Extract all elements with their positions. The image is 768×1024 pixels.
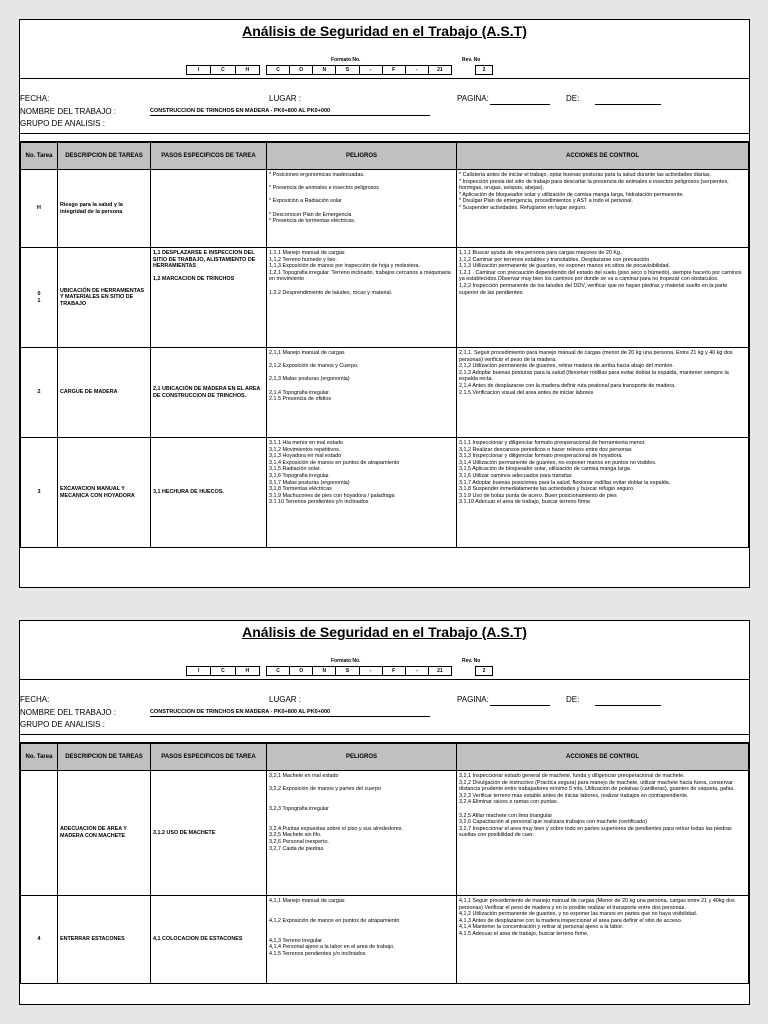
row-peligros: 2,1,1 Manejo manual de cargas 2,1,2 Exposición de manos y Cuerpo. 2,1,3 Malas posturas (ergonomia) 2,1,4 Topografia irregular. 2.1.5 Presencia de ofidios [267,348,457,438]
row-desc: Riesgo para la salud y la integridad de la persona [58,170,151,248]
table-row [21,248,749,348]
ast-table-2 [20,743,749,984]
form-info [20,79,749,128]
row-desc: CARGUE DE MADERA [58,348,151,438]
nombre-label: NOMBRE DEL TRABAJO : [20,107,117,116]
code-left-boxes: I C H [186,65,260,75]
row-peligros: 1.1.1 Manejo manual de cargas 1,1,2 Terreno humedo y liso. 1,1,3 Exposición de manos por inspección de hoja y molestera. 1,2,1 Topografia irregular. Terreno inclinado, trabajos cercanos a maquinaria en movimiento 1.2.2 Desprendimiento de taludes, rocas y material. [267,248,457,348]
nombre-value: CONSTRUCCION DE TRINCHOS EN MADERA - PK0+800 AL PK0+000 [150,108,331,114]
de-line [595,104,661,105]
row-acciones: 3,2,1 Inspeccionar estado general de machete, funda y diligenciar preoperacional de machete. 3,2,2 Divulgación de instructivo (Practica segura) para manejo de machete, utilizar machete hacia fuera, conservar distancia prudente entre trabajadores mínimo 5 mts, Utilización de polainas (canilleras), guantes de vaqueta, gafas. 3,2,3 Verificar terreno mas estable antes de iniciar labores, realizar trabajos en contrapendiente. 3,2,4 Eliminar raices o ramas con puntas. 3,2,5 Afilar machete con lima triangular 3,2,6 Capacitación al personal que realizara trabajos con machete (certificado) 3,2,7 Inspeccionar el area muy bien y sobre todo en partes superiores de pendientes para retirar todas las piedras sueltas con posibilidad de caer. [457,771,749,896]
de-label: DE: [566,94,580,103]
ast-page-2 [19,620,750,1005]
fecha-label: FECHA: [20,94,50,103]
row-desc: UBICACIÓN DE HERRAMIENTAS Y MATERIALES EN SITIO DE TRABAJO [58,248,151,348]
row-pasos [151,170,267,248]
nombre-line [150,115,430,116]
col-pasos: PASOS ESPECIFICOS DE TAREA [151,143,267,170]
table-row [21,771,749,896]
code-right-boxes: C O N S - F - 21 [266,65,452,75]
col-descripcion: DESCRIPCION DE TAREAS [58,143,151,170]
pagina-label: PAGINA: [457,94,489,103]
ast-table-1 [20,142,749,548]
row-no: 0 1 [21,248,58,348]
col-peligros: PELIGROS [267,744,457,771]
form-header [20,20,749,79]
row-acciones: 1,1,1 Buscar ayuda de otra persona para cargas mayores de 20 Kg. 1,1,2 Caminar por terrenos estables y transitables. Desplazarse con precaución 1,1,3 Utilización permanente de guantes, no exponer manos en sitios de pocavisibilidad. 1,2,1 . Caminar con precaución dependiendo del estado del suelo (piso seco o húmedo), siempre hacerlo por caminos ya establecidos.Observar muy bien los caminos por donde se va a caminar para no tropezar con obstaculos. 1,2,2 Inspección permanente de los taludes del DDV, verificar que no hayan piedras y material suelto en la parte superior de las pendientes. [457,248,749,348]
fecha-label: FECHA: [20,695,50,704]
row-no: 2 [21,348,58,438]
rev-label: Rev. No [462,57,481,63]
rev-label: Rev. No [462,658,481,664]
col-descripcion: DESCRIPCION DE TAREAS [58,744,151,771]
nombre-value: CONSTRUCCION DE TRINCHOS EN MADERA - PK0+800 AL PK0+000 [150,709,331,715]
nombre-label: NOMBRE DEL TRABAJO : [20,708,117,717]
row-peligros: 3,1,1 Hta menor en mal estado 3,1,2 Movimientos repetitivos. 3,1,3 Hoyadora en mal estado 3,1,4 Exposición de manos en puntos de atrapamiento 3,1,5 Radiación solar. 3,1,6 Topografia irregular. 3,1,7 Malas posturas (ergonomia) 3,1,8 Tormentas eléctricas 3.1.9 Machucones de pies con hoyadora / paladraga 3.1.10 Terrenos pendientes y/o inclinados [267,438,457,548]
formato-label: Formato No. [331,658,361,664]
spacer-row [20,734,749,743]
col-acciones: ACCIONES DE CONTROL [457,143,749,170]
de-line [595,705,661,706]
grupo-label: GRUPO DE ANALISIS : [20,720,105,729]
row-peligros: 4,1,1 Manejo manual de cargas 4,1,2 Exposición de manos en puntos de atrapamiento 4,1,3 Terreno irregular 4,1,4 Personal ajeno a la labor en el area de trabajo. 4.1.5 Terrenos pendientes y/o inclinados [267,896,457,984]
table-row [21,348,749,438]
row-pasos: 4,1 COLOCACION DE ESTACONES [151,896,267,984]
pagina-line [490,705,550,706]
rev-box: 2 [475,65,493,75]
row-peligros: * Posiciones ergonomicas inadecuadas. * Presencia de animales e insectos peligrosos * Exposición a Radiación solar * Desconocer Plan de Emergencia * Presencia de tormentas eléctricas. [267,170,457,248]
grupo-label: GRUPO DE ANALISIS : [20,119,105,128]
row-no: H [21,170,58,248]
col-tarea: No. Tarea [21,744,58,771]
form-header [20,621,749,680]
row-no [21,771,58,896]
table-header-row [21,143,749,170]
col-peligros: PELIGROS [267,143,457,170]
form-title: Análisis de Seguridad en el Trabajo (A.S.T) [242,624,527,640]
col-acciones: ACCIONES DE CONTROL [457,744,749,771]
table-row [21,170,749,248]
row-desc: EXCAVACION MANUAL Y MECANICA CON HOYADORA [58,438,151,548]
row-acciones: * Calisteria antes de iniciar el trabajo, optar buenas posturas para la salud durante las actividades diarias. * Inspección previa del sitio de trabajo para descartar la presencia de animales e insectos peligrosos (serpientes, hormigas, orugas, avispas, abejas). * Aplicación de bloqueador solar y utilización de camisa manga larga, hidratación permanente. * Divulgar Plan de emergencia, procedimientos y AST a todo el personal. * Suspender actividades. Refugiarse en lugar seguro. [457,170,749,248]
nombre-line [150,716,430,717]
de-label: DE: [566,695,580,704]
row-no: 4 [21,896,58,984]
rev-box: 2 [475,666,493,676]
row-pasos: 3.1.2 USO DE MACHETE [151,771,267,896]
lugar-label: LUGAR : [269,94,302,103]
ast-page-1 [19,19,750,588]
pagina-label: PAGINA: [457,695,489,704]
code-right-boxes: C O N S - F - 21 [266,666,452,676]
row-acciones: 2,1,1. Seguir procedimiento para manejo manual de cargas (menor de 20 kg una persona, Entre 21 kg y 40 kg dos personas) verificar el peso de la madera. 2,1,2 Utilización permanente de guantes, retirar madera de arriba hacia abajo del monton. 2,1,3 Adoptar buenas posturas para la salud (flexionar rodillas para evitar doblar la espalda, mantener siempre la espalda recta. 2,1,4 Antes de desplazarse con la madera definir ruta peatonal para transporte de madera. 2.1.5 Verificacion visual del area antes de iniciar labores [457,348,749,438]
row-pasos: 3,1 HECHURA DE HUECOS. [151,438,267,548]
row-acciones: 4,1,1 Seguir procedimiento de manejo manual de cargas (Menor de 20 kg una persona, cargas entre 21 y 40kg dos personas) Verificar el peso de madera y en lo posible realizar el transporte entre dos personas. 4,1,2 Utilización permanente de guantes, y no exponer las manos en partes que no haya visibilidad. 4,1,3 Antes de desplazarse con la madera inspeccionar el area para definir el sitio de acceso. 4,1,4 Mantener la concentración y retirar al personal ajeno a la labor. 4.1.5 Adecuar el area de trabajo, buscar terreno firme. [457,896,749,984]
lugar-label: LUGAR : [269,695,302,704]
row-desc: ADECUACION DE AREA Y MADERA CON MACHETE [58,771,151,896]
table-row [21,896,749,984]
formato-label: Formato No. [331,57,361,63]
spacer-row [20,133,749,142]
row-acciones: 3,1,1 Inspeccionar y diligenciar formato preoperacional de herramienta menor. 3,1,2 Realizar descansos periodicos o hacer relevos entre dos personas 3,1,3 Inspeccionar y diligenciar formato preoperacional de hoyadora. 3,1,4 Utilización permanente de guantes, no exponer manos en puntos no visibles. 3,1,5 Aplicación de bloqueador solar, utilización de camisa manga larga. 3,1,6 Utilizar caminos adecuados para transitar. 3,1,7 Adoptar buenas posiciones para la salud, flexionar rodillas evitar doblar la espalda. 3,1,8 Suspender inmediatamente las actividades y buscar refugio seguro. 3.1.9 Uso de botas punta de acero. Buen posicionamiento de pies 3.1.10 Adecuar el area de trabajo, buscar terreno firme. [457,438,749,548]
row-desc: ENTERRAR ESTACONES [58,896,151,984]
row-no: 3 [21,438,58,548]
form-title: Análisis de Seguridad en el Trabajo (A.S.T) [242,23,527,39]
col-tarea: No. Tarea [21,143,58,170]
form-info [20,680,749,729]
pagina-line [490,104,550,105]
table-header-row [21,744,749,771]
row-pasos: 2,1 UBICACIÓN DE MADERA EN EL AREA DE CONSTRUCCION DE TRINCHOS. [151,348,267,438]
col-pasos: PASOS ESPECIFICOS DE TAREA [151,744,267,771]
code-left-boxes: I C H [186,666,260,676]
row-pasos: 1,1 DESPLAZARSE E INSPECCION DEL SITIO DE TRABAJO, ALISTAMIENTO DE HERRAMIENTAS 1,2 MARCACION DE TRINCHOS [151,248,267,348]
row-peligros: 3,2,1 Machete en mal estado 3,2,2 Exposición de manos y partes del cuerpo 3,2,3 Topografia irregular 3,2,4 Puntas expuestas sobre el piso y sus alrededores. 3,2,5 Machete sin filo. 3,2,6 Personal inexperto. 3,2,7 Caida de piedras. [267,771,457,896]
table-row [21,438,749,548]
